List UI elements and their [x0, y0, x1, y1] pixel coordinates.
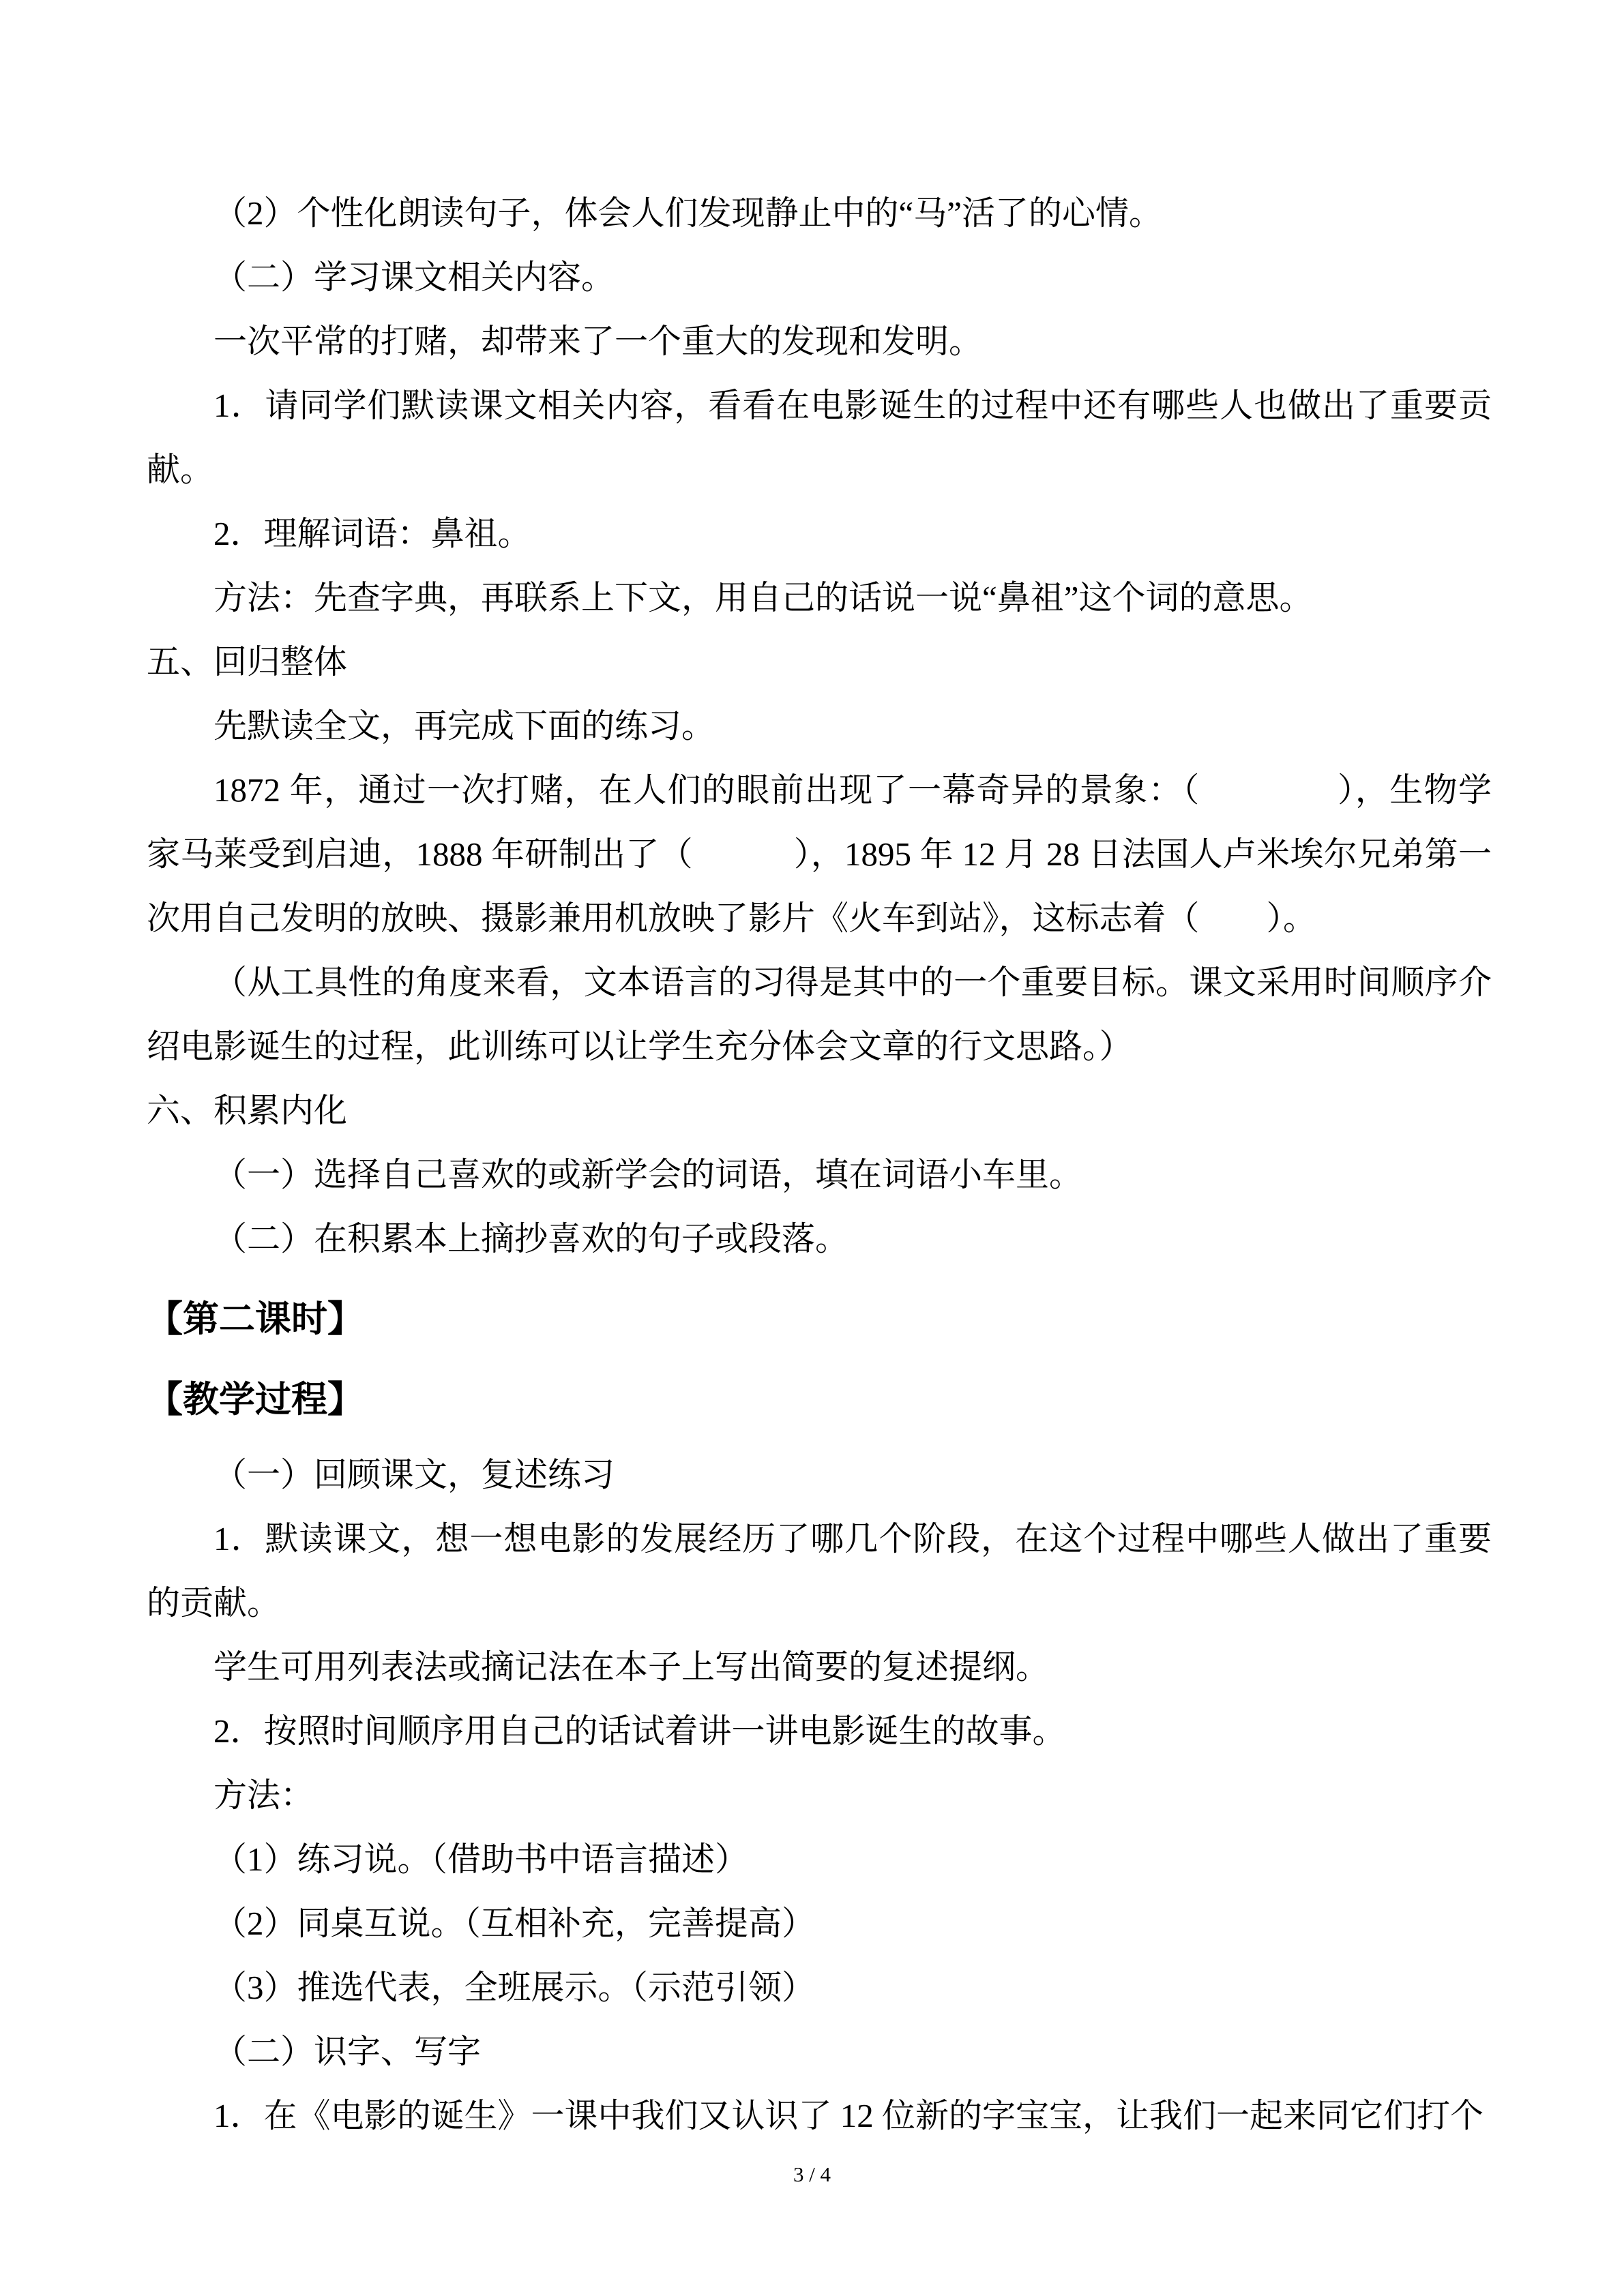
paragraph: 1．默读课文，想一想电影的发展经历了哪几个阶段，在这个过程中哪些人做出了重要的贡献。 [147, 1520, 1492, 1622]
paragraph: 2．按照时间顺序用自己的话试着讲一讲电影诞生的故事。 [213, 1712, 1066, 1750]
paragraph: 六、积累内化 [147, 1092, 348, 1129]
paragraph: （二）在积累本上摘抄喜欢的句子或段落。 [213, 1220, 849, 1257]
paragraph: （2）个性化朗读句子，体会人们发现静止中的“马”活了的心情。 [213, 194, 1162, 232]
page-number: 3 / 4 [793, 2162, 831, 2186]
page-footer [0, 2162, 1624, 2187]
paragraph: 学生可用列表法或摘记法在本子上写出简要的复述提纲。 [213, 1648, 1050, 1686]
paragraph: 方法：先查字典，再联系上下文，用自己的话说一说“鼻祖”这个词的意思。 [213, 579, 1313, 616]
paragraph: 一次平常的打赌，却带来了一个重大的发现和发明。 [213, 323, 983, 360]
paragraph: 1．在《电影的诞生》一课中我们又认识了 12 位新的字宝宝，让我们一起来同它们打个 [213, 2097, 1484, 2134]
paragraph: （一）回顾课文，复述练习 [213, 1456, 615, 1493]
paragraph: （二）识字、写字 [213, 2033, 482, 2070]
paragraph: 方法： [213, 1776, 314, 1814]
document-body [147, 181, 1492, 2148]
paragraph: （一）选择自己喜欢的或新学会的词语，填在词语小车里。 [213, 1156, 1083, 1193]
paragraph: 先默读全文，再完成下面的练习。 [213, 707, 715, 745]
paragraph: （2）同桌互说。（互相补充，完善提高） [213, 1905, 816, 1942]
paragraph: 1．请同学们默读课文相关内容，看看在电影诞生的过程中还有哪些人也做出了重要贡献。 [147, 387, 1492, 488]
paragraph: 【第二课时】 [147, 1299, 364, 1339]
paragraph: （二）学习课文相关内容。 [213, 258, 615, 296]
paragraph: 2．理解词语：鼻祖。 [213, 515, 531, 552]
paragraph: 【教学过程】 [147, 1380, 364, 1420]
paragraph: 1872 年，通过一次打赌，在人们的眼前出现了一幕奇异的景象：（ ），生物学家马莱受到启迪，1888 年研制出了（ ），1895 年 12 月 28 日法国人卢米埃尔兄弟第一次用自己发明的放映、摄影兼用机放映了影片《火车到站》，这标志着（ ）。 [147, 771, 1492, 937]
paragraph: 五、回归整体 [147, 643, 348, 681]
paragraph: （3）推选代表，全班展示。（示范引领） [213, 1969, 816, 2006]
paragraph: （从工具性的角度来看，文本语言的习得是其中的一个重要目标。课文采用时间顺序介绍电影诞生的过程，此训练可以让学生充分体会文章的行文思路。） [147, 964, 1492, 1065]
paragraph: （1）练习说。（借助书中语言描述） [213, 1840, 749, 1878]
